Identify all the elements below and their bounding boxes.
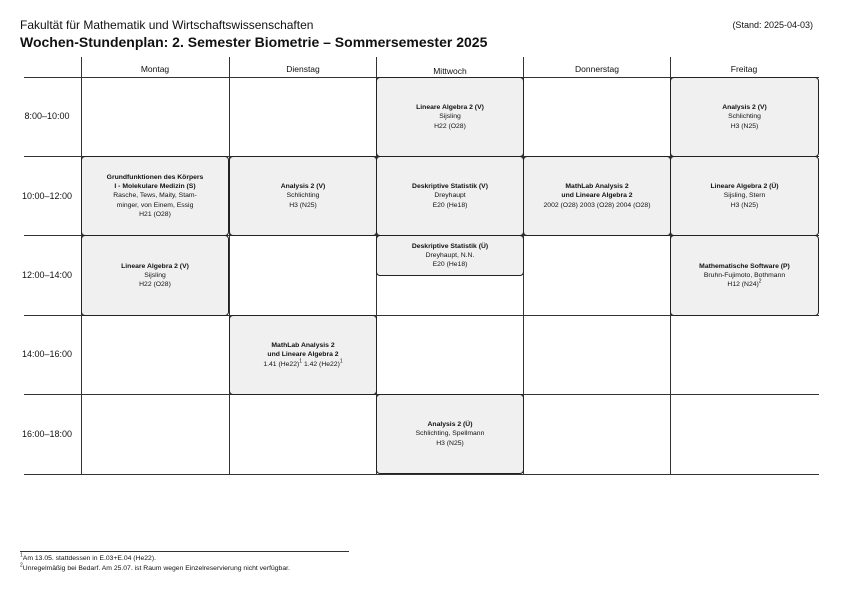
course-room: E20 (He18) xyxy=(432,261,468,269)
course-people: Dreyhaupt, N.N. xyxy=(425,251,475,259)
day-header-freitag: Freitag xyxy=(730,64,758,74)
footnote xyxy=(20,552,156,562)
course-room: H3 (N25) xyxy=(436,439,464,447)
footnote-text: Unregelmäßig bei Bedarf. Am 25.07. ist Raum wegen Einzelreservierung nicht verfügbar. xyxy=(22,565,290,572)
course-title: Deskriptive Statistik (V) xyxy=(412,183,488,191)
course-cell-mittwoch-12 xyxy=(376,235,524,276)
course-room: H21 (O28) xyxy=(139,210,171,218)
course-title: Grundfunktionen des Körpers xyxy=(106,174,204,182)
course-cell-donnerstag-10 xyxy=(523,156,671,236)
status-date: (Stand: 2025-04-03) xyxy=(732,20,813,30)
course-people: Sijsling xyxy=(439,113,461,121)
course-room: H12 (N24) xyxy=(727,281,759,289)
course-title: MathLab Analysis 2 xyxy=(565,183,629,191)
course-title: Analysis 2 (V) xyxy=(280,183,326,191)
grid-line xyxy=(24,474,819,475)
course-cell-montag-10 xyxy=(81,156,229,236)
day-header-dienstag: Dienstag xyxy=(286,64,320,74)
course-room: H22 (O28) xyxy=(139,281,171,289)
course-title: und Lineare Algebra 2 xyxy=(267,351,339,359)
course-room: H22 (O28) xyxy=(434,122,466,130)
footnote-mark: 1 xyxy=(299,358,303,365)
course-room: H3 (N25) xyxy=(730,201,759,209)
course-cell-dienstag-14 xyxy=(229,315,377,395)
course-people: Sijsling, Stern xyxy=(723,192,766,200)
course-cell-dienstag-10 xyxy=(229,156,377,236)
day-header-montag: Montag xyxy=(140,64,170,74)
course-people: Schlichting xyxy=(728,113,761,121)
day-header-donnerstag: Donnerstag xyxy=(575,64,619,74)
course-room: H3 (N25) xyxy=(289,201,317,209)
course-title: Mathematische Software (P) xyxy=(699,262,790,270)
time-label: 14:00–16:00 xyxy=(21,349,73,359)
course-people: Rasche, Tews, Maity, Stam- xyxy=(113,192,197,200)
faculty-name: Fakultät für Mathematik und Wirtschaftswissenschaften xyxy=(20,18,314,32)
course-people: Schlichting, Spellmann xyxy=(415,430,485,438)
time-label: 12:00–14:00 xyxy=(21,270,73,280)
course-people: Sijsling xyxy=(144,271,166,279)
day-header-mittwoch: Mittwoch xyxy=(433,66,467,76)
course-people: Bruhn-Fujimoto, Bothmann xyxy=(703,271,786,279)
course-room: 1.41 (He22) xyxy=(263,360,300,368)
course-people: minger, von Einem, Essig xyxy=(116,201,194,209)
course-cell-mittwoch-16 xyxy=(376,394,524,474)
course-title: Analysis 2 (V) xyxy=(722,104,767,112)
course-title: I - Molekulare Medizin (S) xyxy=(114,183,196,191)
course-title: Lineare Algebra 2 (V) xyxy=(416,104,484,112)
course-room: H3 (N25) xyxy=(730,122,759,130)
course-title: MathLab Analysis 2 xyxy=(271,342,335,350)
course-room: E20 (He18) xyxy=(432,201,468,209)
footnote-divider xyxy=(20,551,349,552)
time-label: 10:00–12:00 xyxy=(21,191,73,201)
time-label: 8:00–10:00 xyxy=(24,111,70,121)
course-title: Lineare Algebra 2 (Ü) xyxy=(710,183,779,191)
page-title: Wochen-Stundenplan: 2. Semester Biometrie – Sommersemester 2025 xyxy=(20,34,488,50)
course-people: Schlichting xyxy=(286,192,320,200)
course-cell-freitag-8 xyxy=(670,77,819,157)
course-cell-mittwoch-8 xyxy=(376,77,524,157)
course-title: Deskriptive Statistik (Ü) xyxy=(411,242,489,250)
footnote-text: Am 13.05. stattdessen in E.03+E.04 (He22). xyxy=(22,555,156,562)
course-cell-freitag-10 xyxy=(670,156,819,236)
course-rooms xyxy=(263,360,342,369)
course-room-line xyxy=(727,280,761,289)
footnote-mark: 2 xyxy=(20,562,23,569)
course-cell-mittwoch-10 xyxy=(376,156,524,236)
course-cell-montag-12 xyxy=(81,235,229,316)
grid-line xyxy=(229,57,230,474)
time-label: 16:00–18:00 xyxy=(21,429,73,439)
course-title: und Lineare Algebra 2 xyxy=(561,192,633,200)
course-room: 1.42 (He22) xyxy=(303,360,340,368)
course-people: Dreyhaupt xyxy=(434,192,466,200)
course-rooms: 2002 (O28) 2003 (O28) 2004 (O28) xyxy=(543,201,651,209)
footnote-mark: 1 xyxy=(20,552,23,559)
course-title: Lineare Algebra 2 (V) xyxy=(121,262,189,270)
footnote-mark: 2 xyxy=(758,278,762,285)
course-cell-freitag-12 xyxy=(670,235,819,316)
footnote xyxy=(20,562,290,572)
course-title: Analysis 2 (Ü) xyxy=(427,421,473,429)
footnote-mark: 1 xyxy=(339,358,343,365)
